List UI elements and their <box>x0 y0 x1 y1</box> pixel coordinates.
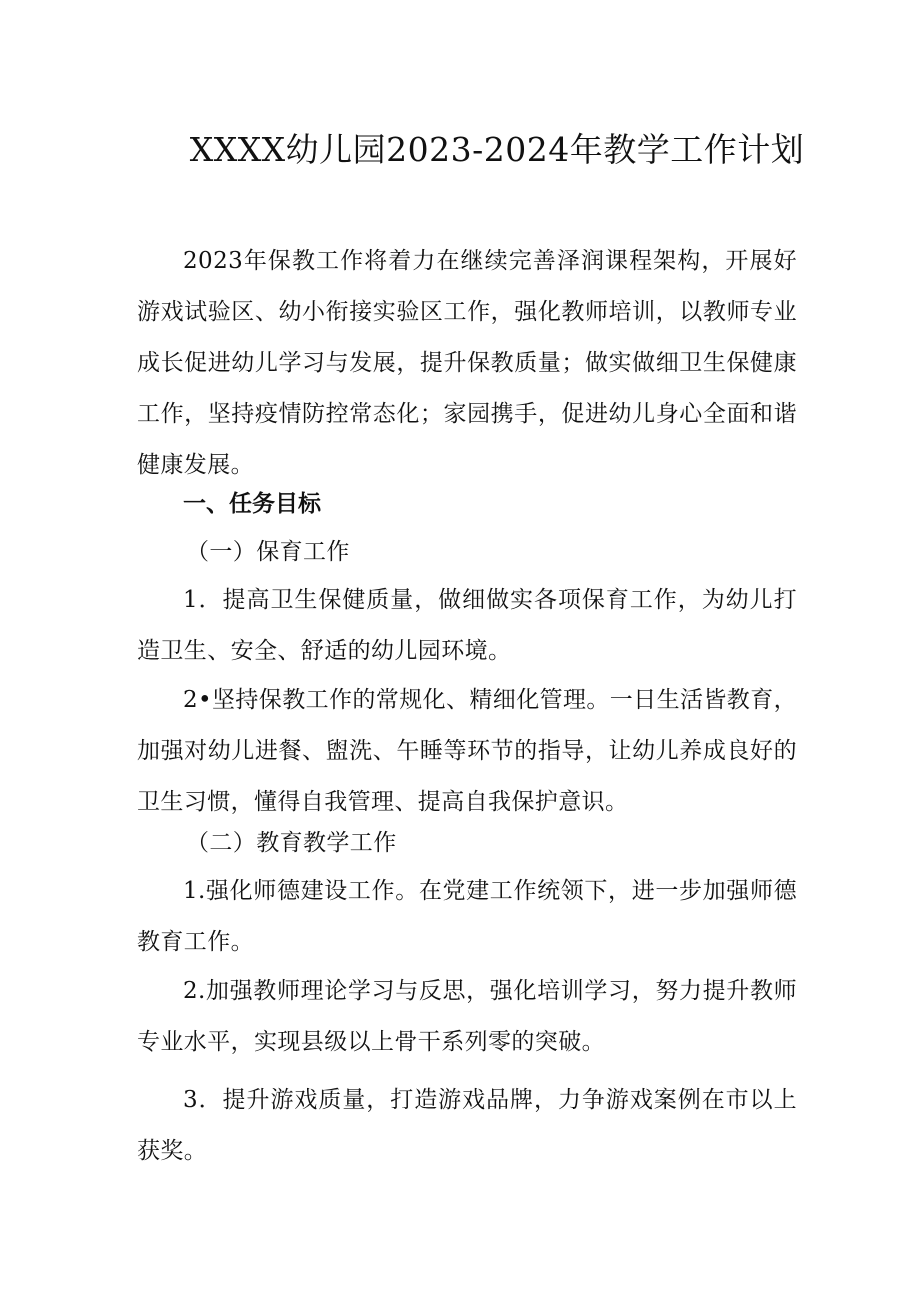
teaching-item-1: 1.强化师德建设工作。在党建工作统领下，进一步加强师德教育工作。 <box>137 878 797 955</box>
care-item-2: 2•坚持保教工作的常规化、精细化管理。一日生活皆教育，加强对幼儿进餐、盥洗、午睡等环节的指导，让幼儿养成良好的卫生习惯，懂得自我管理、提高自我保护意识。 <box>137 687 797 815</box>
document-title: XXXX幼儿园2023-2024年教学工作计划 <box>189 130 805 169</box>
teaching-item-3: 3．提升游戏质量，打造游戏品牌，力争游戏案例在市以上获奖。 <box>137 1087 797 1164</box>
subheading-care-work: （一）保育工作 <box>186 539 350 565</box>
teaching-item-2: 2.加强教师理论学习与反思，强化培训学习，努力提升教师专业水平，实现县级以上骨干系列零的突破。 <box>137 978 797 1055</box>
care-item-1: 1．提高卫生保健质量，做细做实各项保育工作，为幼儿打造卫生、安全、舒适的幼儿园环境。 <box>137 587 797 664</box>
intro-paragraph: 2023年保教工作将着力在继续完善泽润课程架构，开展好游戏试验区、幼小衔接实验区工作，强化教师培训，以教师专业成长促进幼儿学习与发展，提升保教质量；做实做细卫生保健康工作，坚持疫情防控常态化；家园携手，促进幼儿身心全面和谐健康发展。 <box>137 248 797 478</box>
subheading-teaching-work: （二）教育教学工作 <box>186 830 397 856</box>
section-heading-task-goals: 一、任务目标 <box>183 491 321 517</box>
